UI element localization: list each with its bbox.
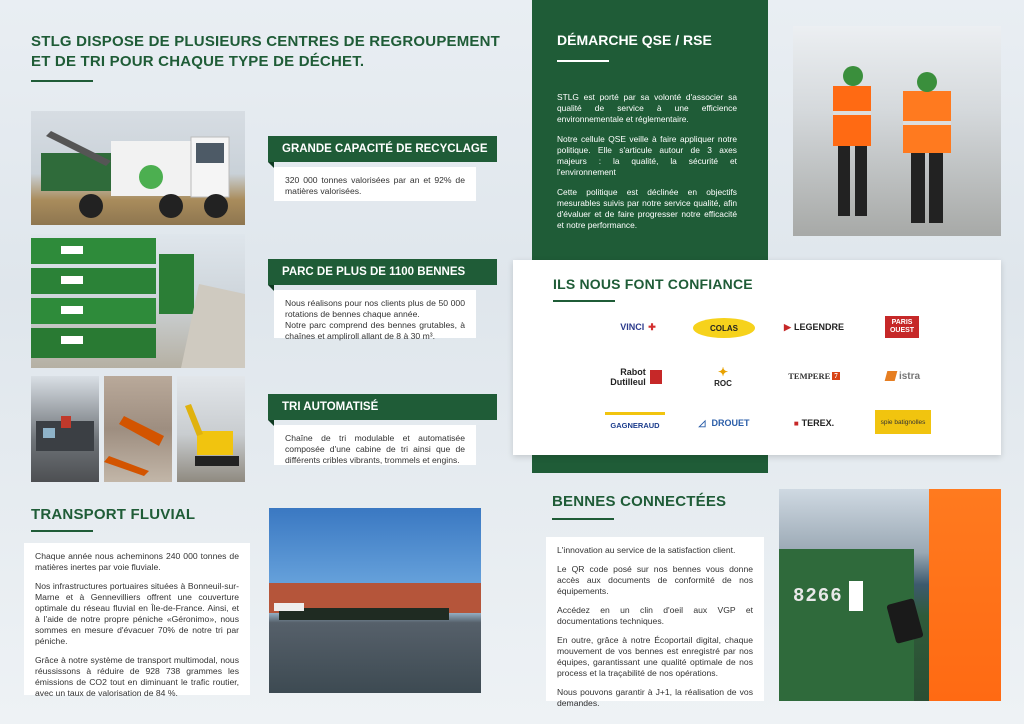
sorting-line-photo <box>104 376 172 482</box>
truck-photo <box>31 111 245 225</box>
qse-p2: Notre cellule QSE veille à faire appliquer notre politique. Elle s'articule autour de 3 axes majeurs : la qualité, la sécurité et l'environnement <box>557 134 737 177</box>
excavator-photo <box>177 376 245 482</box>
main-title-line2: ET DE TRI POUR CHAQUE TYPE DE DÉCHET. <box>31 53 365 70</box>
rabot-dutilleul-logo <box>603 364 669 390</box>
worker-vest <box>929 489 1001 701</box>
connected-p1: L'innovation au service de la satisfaction client. <box>557 545 736 555</box>
terex-mark-icon: ■ <box>793 418 799 428</box>
fleet-text-1: Nous réalisons pour nos clients plus de 50 000 rotations de bennes chaque année. <box>285 298 465 319</box>
paris-ouest-text-2: OUEST <box>889 327 915 334</box>
sorting-banner <box>268 394 497 420</box>
recycling-text: 320 000 tonnes valorisées par an et 92% de matières valorisées. <box>285 175 465 196</box>
connected-title: BENNES CONNECTÉES <box>552 493 727 510</box>
gagneraud-logo-text: GAGNERAUD <box>610 420 660 430</box>
istra-logo-text: istra <box>898 370 921 382</box>
roc-star-icon: ✦ <box>717 364 729 379</box>
river-rule <box>31 530 93 532</box>
legendre-mark-icon: ▶ <box>784 321 791 332</box>
recycling-card <box>274 167 476 201</box>
vinci-logo-text: VINCI <box>620 322 645 332</box>
colas-logo-text: COLAS <box>710 323 738 333</box>
trust-card <box>513 260 1001 455</box>
river-title: TRANSPORT FLUVIAL <box>31 506 196 523</box>
roc-logo <box>703 358 743 394</box>
river-p1: Chaque année nous acheminons 240 000 tonnes de matières inertes par voie fluviale. <box>35 551 239 572</box>
fleet-card <box>274 290 476 341</box>
spie-logo <box>875 410 931 434</box>
drouet-logo <box>689 414 759 432</box>
main-title <box>31 32 501 72</box>
paris-ouest-text-1: PARIS <box>891 319 913 326</box>
river-p3: Grâce à notre système de transport multimodal, nous réussissons à réduire de 928 738 grammes les émissions de CO2 tout en diminuant le trafic routier, avec un taux de valorisation de 84 %. <box>35 655 239 698</box>
recycling-banner <box>268 136 497 162</box>
trust-title: ILS NOUS FONT CONFIANCE <box>553 276 753 292</box>
sorting-cabin-photo <box>31 376 99 482</box>
workers-photo <box>793 26 1001 236</box>
connected-rule <box>552 518 614 520</box>
istra-mark-icon <box>885 371 898 381</box>
fleet-title: PARC DE PLUS DE 1100 BENNES <box>282 266 466 278</box>
gagneraud-logo <box>605 412 665 435</box>
rabot-text-2: Dutilleul <box>610 377 646 387</box>
legendre-logo <box>781 318 847 336</box>
qr-code-icon <box>849 581 863 611</box>
containers-photo <box>31 234 245 368</box>
tempere-logo-text: TEMPERE <box>788 371 831 381</box>
fleet-banner <box>268 259 497 285</box>
qse-rule <box>557 60 609 62</box>
terex-logo-text: TEREX. <box>801 418 835 428</box>
rabot-mark-icon <box>650 370 662 384</box>
colas-logo <box>693 318 755 338</box>
qse-text <box>557 92 737 231</box>
connected-p3: Accédez en un clin d'oeil aux VGP et documentations techniques. <box>557 605 753 626</box>
tempere-logo <box>785 368 843 384</box>
sorting-title: TRI AUTOMATISÉ <box>282 401 379 413</box>
spie-logo-text: spie batignolles <box>880 418 926 426</box>
title-rule <box>31 80 93 82</box>
qr-scan-photo <box>779 489 1001 701</box>
sorting-text: Chaîne de tri modulable et automatisée composée d'une cabine de tri ainsi que de différents cribles vibrants, trommels et engins. <box>285 433 465 465</box>
roc-logo-text: ROC <box>714 378 732 388</box>
legendre-logo-text: LEGENDRE <box>793 322 844 332</box>
paris-ouest-logo <box>885 316 919 338</box>
qse-title: DÉMARCHE QSE / RSE <box>557 32 712 48</box>
tempere-mark-icon: 7 <box>834 372 838 380</box>
vinci-logo <box>603 318 673 336</box>
river-card <box>24 543 250 698</box>
fleet-text-2: Notre parc comprend des bennes grutables, à chaînes et ampliroll allant de 8 à 30 m³. <box>285 320 465 341</box>
river-p2: Nos infrastructures portuaires situées à Bonneuil-sur-Marne et à Gennevilliers offrent une couverture optimale du réseau fluvial en Île-de-France. Ainsi, et à l'aide de notre propre péniche «Géronimo», nous sommes en mesure d'évacuer 70% de notre tri par péniche. <box>35 581 239 646</box>
connected-p4: En outre, grâce à notre Écoportail digital, chaque mouvement de vos bennes est enregistré par nos équipes, garantissant une qualité optimale de nos process et la traçabilité de nos opérations. <box>557 635 753 678</box>
connected-card <box>546 537 764 708</box>
trust-rule <box>553 300 615 302</box>
qse-panel-bottom <box>532 455 768 473</box>
sorting-card <box>274 425 476 465</box>
main-title-line1: STLG DISPOSE DE PLUSIEURS CENTRES DE REGROUPEMENT <box>31 33 501 50</box>
connected-p5: Nous pouvons garantir à J+1, la réalisation de vos demandes. <box>557 687 753 708</box>
connected-p2: Le QR code posé sur nos bennes vous donne accès aux documents de conformité de nos équipements. <box>557 564 753 596</box>
recycling-title: GRANDE CAPACITÉ DE RECYCLAGE <box>282 143 488 155</box>
qse-p1: STLG est porté par sa volonté d'associer sa qualité de service à une efficience environnementale et réglementaire. <box>557 92 737 124</box>
rabot-text-1: Rabot <box>620 367 646 377</box>
drouet-mark-icon: ◿ <box>698 417 706 428</box>
terex-logo <box>781 414 847 432</box>
drouet-logo-text: DROUET <box>711 418 750 428</box>
vinci-mark-icon: ✚ <box>648 321 656 332</box>
istra-logo <box>875 368 931 384</box>
container-number: 8266 <box>793 585 843 607</box>
qse-p3: Cette politique est déclinée en objectifs mesurables suivis par notre service qualité, afin d'évaluer et de faire progresser notre efficacité et notre performance. <box>557 187 737 230</box>
barge-photo <box>269 508 481 693</box>
